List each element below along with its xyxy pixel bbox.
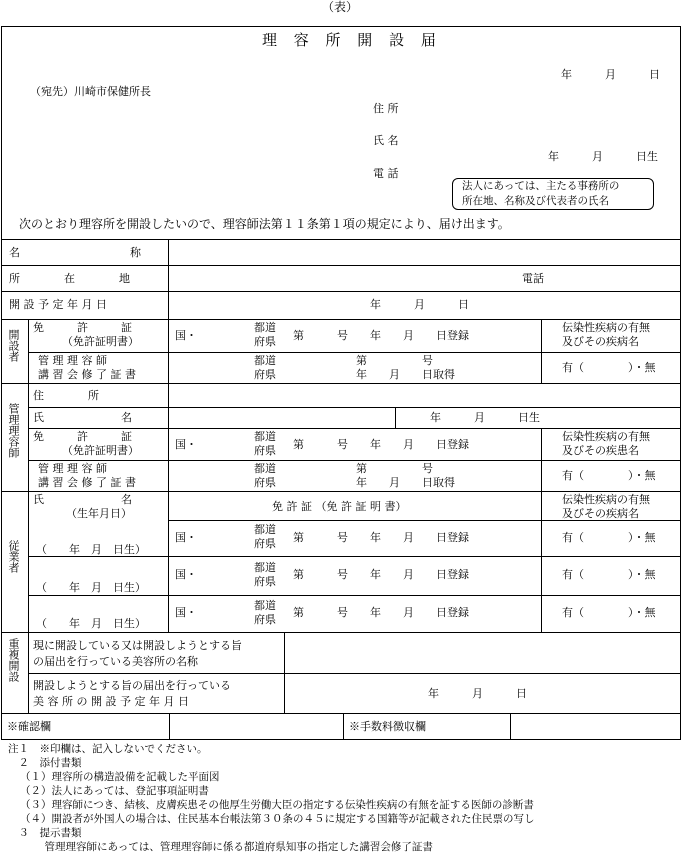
duplicate-label: 重複開設 bbox=[7, 638, 20, 682]
location-label: 所 在 地 bbox=[9, 272, 130, 285]
manager-course-pref-2: 府県 bbox=[254, 476, 276, 489]
note-line: （４）開設者が外国人の場合は、住民基本台帳法第３０条の４５に規定する国籍等が記載された住民票の写し bbox=[20, 813, 535, 825]
employee-birth-head: （生年月日） bbox=[66, 507, 132, 520]
form-title: 理 容 所 開 設 届 bbox=[262, 31, 442, 49]
manager-disease-label-2: 及びその疾患名 bbox=[562, 444, 639, 457]
manager-name-label: 氏 名 bbox=[33, 411, 132, 424]
manager-pref-2: 府県 bbox=[254, 444, 276, 457]
manager-license-sublabel: （免許証明書） bbox=[62, 444, 139, 457]
duplicate-q2-line1: 開設しようとする旨の届出を行っている bbox=[33, 679, 231, 692]
founder-course-date[interactable]: 年 月 日取得 bbox=[356, 368, 455, 381]
applicant-phone-label: 電 話 bbox=[373, 167, 399, 180]
employee-2-pref-2: 府県 bbox=[254, 575, 276, 588]
founder-license-label: 免 許 証 bbox=[33, 321, 132, 334]
founder-country: 国・ bbox=[175, 329, 197, 342]
employee-disease-head-2: 及びその疾病名 bbox=[562, 507, 639, 520]
employee-1-registration[interactable]: 第 号 年 月 日登録 bbox=[293, 531, 469, 544]
note-line: 管理理容師にあっては、管理理容師に係る都道府県知事の指定した講習会修了証書 bbox=[34, 841, 433, 853]
corp-note-line2: 所在地、名称及び代表者の氏名 bbox=[462, 195, 609, 207]
employee-1-birth[interactable]: （ 年 月 日生） bbox=[36, 543, 146, 556]
page-label: （表） bbox=[322, 0, 359, 14]
planned-date-field[interactable]: 年 月 日 bbox=[370, 298, 469, 311]
manager-address-label: 住 所 bbox=[33, 389, 99, 402]
employee-3-pref-2: 府県 bbox=[254, 613, 276, 626]
manager-course-label-1: 管 理 理 容 師 bbox=[38, 462, 107, 475]
submission-date[interactable]: 年 月 日 bbox=[561, 68, 660, 81]
employee-disease-head-1: 伝染性疾病の有無 bbox=[562, 493, 650, 506]
employee-1-pref-1: 都道 bbox=[254, 523, 276, 536]
planned-date-label: 開 設 予 定 年 月 日 bbox=[9, 298, 107, 311]
founder-disease-label-2: 及びその疾病名 bbox=[562, 335, 639, 348]
founder-disease-label-1: 伝染性疾病の有無 bbox=[562, 321, 650, 334]
note-line: ２ 添付書類 bbox=[8, 757, 82, 769]
manager-label: 管理理容師 bbox=[7, 403, 20, 458]
founder-pref-1: 都道 bbox=[254, 321, 276, 334]
note-line: （２）法人にあっては、登記事項証明書 bbox=[20, 785, 209, 797]
statement: 次のとおり理容所を開設したいので、理容師法第１１条第１項の規定により、届け出ます。 bbox=[19, 217, 510, 231]
founder-course-pref-2: 府県 bbox=[254, 368, 276, 381]
manager-pref-1: 都道 bbox=[254, 430, 276, 443]
employee-2-disease[interactable]: 有（ ）・無 bbox=[562, 568, 656, 581]
founder-disease-yesno[interactable]: 有（ ）・無 bbox=[562, 361, 656, 374]
manager-course-label-2: 講 習 会 修 了 証 書 bbox=[38, 476, 136, 489]
founder-course-label-1: 管 理 理 容 師 bbox=[38, 354, 107, 367]
manager-course-number[interactable]: 第 号 bbox=[356, 462, 433, 475]
founder-license-sublabel: （免許証明書） bbox=[62, 335, 139, 348]
note-line: （３）理容師につき、結核、皮膚疾患その他厚生労働大臣の指定する伝染性疾病の有無を証する医師の診断書 bbox=[20, 799, 534, 811]
employee-3-birth[interactable]: （ 年 月 日生） bbox=[36, 617, 146, 630]
note-line: 注１ ※印欄は、記入しないでください。 bbox=[8, 743, 208, 755]
note-line: （１）理容所の構造設備を記載した平面図 bbox=[20, 771, 220, 783]
corp-note-line1: 法人にあっては、主たる事務所の bbox=[462, 180, 620, 192]
employee-1-country: 国・ bbox=[175, 531, 197, 544]
founder-course-pref-1: 都道 bbox=[254, 354, 276, 367]
manager-disease-label-1: 伝染性疾病の有無 bbox=[562, 430, 650, 443]
employee-1-pref-2: 府県 bbox=[254, 537, 276, 550]
founder-registration[interactable]: 第 号 年 月 日登録 bbox=[293, 329, 469, 342]
founder-label: 開設者 bbox=[7, 329, 20, 362]
employee-3-disease[interactable]: 有（ ）・無 bbox=[562, 606, 656, 619]
employee-3-registration[interactable]: 第 号 年 月 日登録 bbox=[293, 606, 469, 619]
duplicate-name-field[interactable] bbox=[288, 636, 677, 669]
applicant-name-label: 氏 名 bbox=[373, 134, 399, 147]
location-phone-label: 電話 bbox=[522, 272, 544, 285]
manager-course-pref-1: 都道 bbox=[254, 462, 276, 475]
employee-2-birth[interactable]: （ 年 月 日生） bbox=[36, 581, 146, 594]
employee-2-country: 国・ bbox=[175, 568, 197, 581]
employee-license-head: 免 許 証 （免 許 証 明 書） bbox=[272, 500, 407, 513]
applicant-address-label: 住 所 bbox=[373, 102, 399, 115]
addressee: （宛先）川崎市保健所長 bbox=[30, 85, 151, 98]
manager-country: 国・ bbox=[175, 438, 197, 451]
duplicate-q2-line2: 美 容 所 の 開 設 予 定 年 月 日 bbox=[33, 695, 189, 708]
employee-name-head: 氏 名 bbox=[33, 493, 132, 506]
shop-name-label: 名 称 bbox=[9, 246, 141, 259]
employee-3-country: 国・ bbox=[175, 606, 197, 619]
employee-1-disease[interactable]: 有（ ）・無 bbox=[562, 531, 656, 544]
duplicate-q1-line2: の届出を行っている美容所の名称 bbox=[33, 655, 198, 668]
founder-course-number[interactable]: 第 号 bbox=[356, 354, 433, 367]
founder-course-label-2: 講 習 会 修 了 証 書 bbox=[38, 368, 136, 381]
duplicate-q1-line1: 現に開設している又は開設しようとする旨 bbox=[33, 639, 242, 652]
duplicate-date-field[interactable]: 年 月 日 bbox=[428, 687, 527, 700]
manager-license-label: 免 許 証 bbox=[33, 430, 132, 443]
manager-course-date[interactable]: 年 月 日取得 bbox=[356, 476, 455, 489]
founder-pref-2: 府県 bbox=[254, 335, 276, 348]
applicant-birth-date[interactable]: 年 月 日生 bbox=[548, 150, 658, 163]
fee-label: ※手数料徴収欄 bbox=[349, 720, 426, 733]
manager-disease-yesno[interactable]: 有（ ）・無 bbox=[562, 469, 656, 482]
confirm-label: ※確認欄 bbox=[7, 720, 51, 733]
employee-2-pref-1: 都道 bbox=[254, 561, 276, 574]
note-line: ３ 提示書類 bbox=[8, 827, 82, 839]
employees-label: 従業者 bbox=[7, 540, 20, 573]
manager-birth[interactable]: 年 月 日生 bbox=[430, 411, 540, 424]
shop-name-field[interactable] bbox=[172, 243, 677, 262]
employee-3-pref-1: 都道 bbox=[254, 599, 276, 612]
manager-registration[interactable]: 第 号 年 月 日登録 bbox=[293, 438, 469, 451]
employee-2-registration[interactable]: 第 号 年 月 日登録 bbox=[293, 568, 469, 581]
